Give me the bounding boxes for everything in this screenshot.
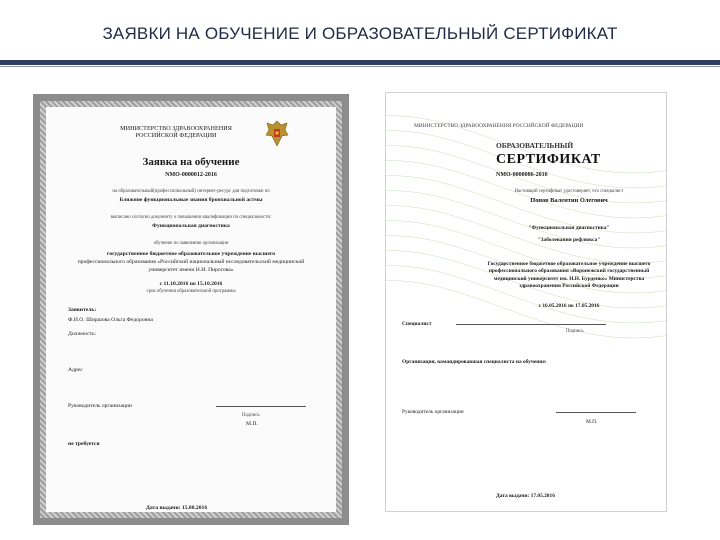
application-issued: Дата выдачи: 15.08.2016: [146, 505, 208, 511]
specialist-label: Специалист: [402, 321, 432, 327]
certificate-director-label: Руководитель организации: [402, 409, 464, 415]
certificate-org: Государственное бюджетное образовательное учреждение высшего профессионального образования «Воронежский государственный медицинский университет им. Н.Н. Бурденко» Министерства здравоохранения Российской Федерации: [487, 261, 651, 289]
application-ministry: МИНИСТЕРСТВО ЗДРАВООХРАНЕНИЯ РОССИЙСКОЙ ФЕДЕРАЦИИ: [120, 125, 232, 140]
application-specialty-line: выписано согласно документу о повышении квалификации по специальности:: [110, 215, 272, 220]
not-required: не требуется: [68, 441, 100, 447]
certificate-org-section: Организация, командировавшая специалиста на обучение:: [402, 359, 547, 365]
application-org-type: государственное бюджетное образовательное учреждение высшего: [106, 251, 276, 257]
certificate-dates: с 16.05.2016 по 17.05.2016: [538, 303, 600, 309]
certificate-number: NMO-0000086-2016: [496, 172, 548, 178]
coat-of-arms-icon: [264, 119, 290, 149]
certificate-small-title: ОБРАЗОВАТЕЛЬНЫЙ: [496, 141, 574, 150]
certificate-specialty: "Функциональная диагностика": [528, 225, 610, 231]
certificate-document: [385, 92, 667, 512]
certificate-title: СЕРТИФИКАТ: [496, 152, 601, 167]
applicant-label: Заявитель:: [68, 307, 97, 313]
application-program: Ближние функциональные знания бронхиальной астмы: [119, 197, 263, 203]
specialist-signature-label: Подпись: [566, 329, 584, 334]
stamp-label: М.П.: [246, 421, 258, 427]
application-specialty: Функциональная диагностика: [152, 223, 230, 229]
application-dates-note: срок обучения образовательной программы: [146, 289, 236, 294]
application-org-name: профессионального образования «Российский национальный исследовательский медицинский университет имени Н.И. Пирогова»: [77, 259, 305, 273]
application-number: NMO-0000012-2016: [165, 172, 217, 178]
title-underline-thin: [0, 66, 720, 67]
director-label: Руководитель организации: [68, 403, 132, 409]
application-dates: с 11.10.2016 по 15.10.2016: [159, 281, 223, 287]
application-document: [33, 94, 349, 525]
signature-label: Подпись: [242, 413, 260, 418]
certificate-program: "Заболевания рефлюкса": [537, 237, 601, 243]
application-intro: на образовательный(профессиональный) интернет-ресурс для подготовки по: [112, 189, 270, 194]
application-paper: [46, 107, 336, 512]
applicant-name: Ф.И.О. Ширшова Ольга Федоровна: [68, 317, 153, 323]
workplace-label: Должность:: [68, 331, 97, 337]
application-institution-label: обучение по заявлению организации: [153, 241, 229, 246]
application-heading: Заявка на обучение: [142, 156, 240, 168]
address-label: Адрес: [68, 367, 83, 373]
certificate-issued: Дата выдачи: 17.05.2016: [496, 493, 555, 499]
slide-title: ЗАЯВКИ НА ОБУЧЕНИЕ И ОБРАЗОВАТЕЛЬНЫЙ СЕРТИФИКАТ: [102, 24, 618, 43]
certificate-intro: Настоящий сертификат удостоверяет, что специалист: [514, 189, 624, 194]
certificate-holder: Попов Валентин Олегович: [530, 197, 608, 204]
certificate-stamp-label: М.П.: [586, 419, 598, 425]
title-underline: [0, 60, 720, 65]
certificate-ministry: МИНИСТЕРСТВО ЗДРАВООХРАНЕНИЯ РОССИЙСКОЙ ФЕДЕРАЦИИ: [414, 123, 584, 129]
guilloche-border: [40, 101, 342, 518]
